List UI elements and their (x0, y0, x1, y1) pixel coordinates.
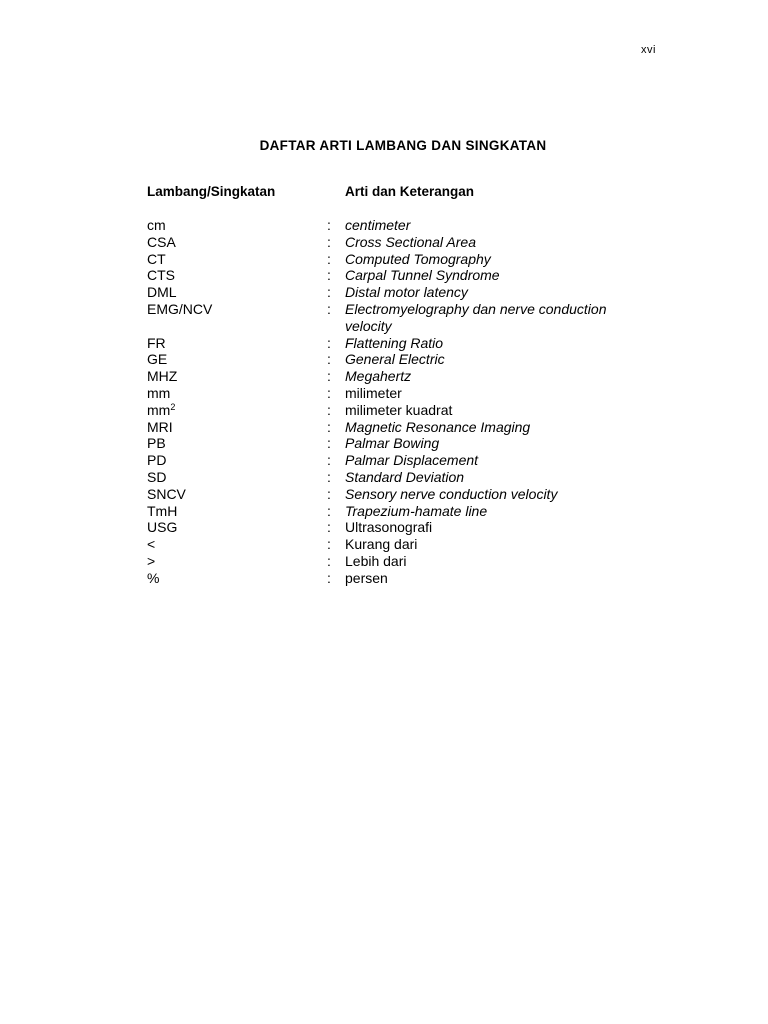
abbreviation-term (147, 402, 175, 419)
abbreviation-meaning: Magnetic Resonance Imaging (345, 418, 531, 435)
abbreviation-term-text: cm (147, 217, 166, 233)
separator-colon: : (327, 334, 331, 351)
abbreviation-term (147, 351, 167, 368)
separator-colon: : (327, 418, 331, 435)
abbreviation-row (147, 335, 667, 352)
abbreviation-meaning: Kurang dari (345, 536, 418, 553)
abbreviation-row (147, 553, 667, 570)
abbreviation-term-text: SNCV (147, 485, 186, 502)
separator-colon: : (327, 502, 331, 519)
abbreviation-term-text: CTS (147, 267, 175, 284)
abbreviation-term (147, 284, 177, 301)
abbreviation-row (147, 284, 667, 301)
abbreviation-term (147, 301, 212, 318)
abbreviation-term (147, 251, 166, 268)
abbreviation-meaning: Cross Sectional Area (345, 233, 476, 250)
abbreviation-meaning: Flattening Ratio (345, 334, 444, 351)
abbreviation-term-text: GE (147, 351, 168, 368)
abbreviation-term-text: mm (147, 401, 171, 418)
separator-colon: : (327, 250, 331, 267)
abbreviation-row (147, 503, 667, 520)
separator-colon: : (327, 536, 331, 553)
abbreviation-term-text: MRI (147, 418, 173, 435)
abbreviation-term (147, 217, 166, 234)
abbreviation-term-text: CT (147, 250, 166, 267)
abbreviation-row (147, 368, 667, 385)
abbreviation-term (147, 570, 159, 587)
separator-colon: : (327, 267, 331, 284)
abbreviation-term-text: EMG/NCV (147, 300, 213, 317)
abbreviation-term-text: > (147, 552, 156, 569)
abbreviation-term-text: SD (147, 468, 167, 485)
abbreviation-meaning: Trapezium-hamate line (345, 502, 488, 519)
abbreviation-term (147, 486, 186, 503)
separator-colon: : (327, 452, 331, 469)
abbreviation-term-text: CSA (147, 233, 176, 250)
abbreviation-row (147, 234, 667, 251)
abbreviation-term (147, 267, 175, 284)
abbreviation-meaning: persen (345, 569, 388, 586)
separator-colon: : (327, 519, 331, 536)
separator-colon: : (327, 552, 331, 569)
abbreviation-column-header: Lambang/Singkatan (147, 184, 276, 199)
abbreviation-term-text: MHZ (147, 368, 178, 385)
abbreviation-row (147, 419, 667, 436)
abbreviation-row (147, 251, 667, 268)
meaning-column-header: Arti dan Keterangan (345, 184, 475, 199)
abbreviation-term (147, 419, 173, 436)
abbreviation-row (147, 301, 667, 335)
separator-colon: : (327, 384, 331, 401)
abbreviation-meaning: Electromyelography dan nerve conduction velocity (345, 300, 607, 334)
abbreviation-term (147, 469, 166, 486)
abbreviation-row (147, 217, 667, 234)
separator-colon: : (327, 485, 331, 502)
abbreviation-term-text: DML (147, 284, 177, 301)
abbreviation-term (147, 368, 177, 385)
abbreviation-list (147, 217, 667, 587)
abbreviation-meaning: milimeter (345, 384, 402, 401)
abbreviation-superscript: 2 (170, 401, 176, 412)
abbreviation-term-text: PB (147, 435, 166, 452)
abbreviation-row (147, 536, 667, 553)
separator-colon: : (327, 468, 331, 485)
abbreviation-term (147, 335, 166, 352)
separator-colon: : (327, 284, 331, 301)
abbreviation-row (147, 570, 667, 587)
separator-colon: : (327, 217, 331, 233)
separator-colon: : (327, 300, 331, 317)
abbreviation-row (147, 452, 667, 469)
abbreviation-row (147, 402, 667, 419)
separator-colon: : (327, 569, 331, 586)
abbreviation-term (147, 234, 176, 251)
abbreviation-meaning: Computed Tomography (345, 250, 491, 267)
abbreviation-term-text: FR (147, 334, 166, 351)
abbreviation-row (147, 435, 667, 452)
abbreviation-term-text: % (147, 569, 160, 586)
page-title: DAFTAR ARTI LAMBANG DAN SINGKATAN (259, 138, 547, 153)
separator-colon: : (327, 401, 331, 418)
page-number: xvi (641, 44, 656, 56)
abbreviation-meaning: General Electric (345, 351, 445, 368)
abbreviation-term-text: USG (147, 519, 178, 536)
abbreviation-term (147, 385, 170, 402)
abbreviation-meaning: Carpal Tunnel Syndrome (345, 267, 500, 284)
abbreviation-row (147, 486, 667, 503)
abbreviation-row (147, 385, 667, 402)
abbreviation-meaning: milimeter kuadrat (345, 401, 453, 418)
separator-colon: : (327, 351, 331, 368)
abbreviation-meaning: Palmar Bowing (345, 435, 440, 452)
separator-colon: : (327, 435, 331, 452)
abbreviation-term (147, 452, 166, 469)
abbreviation-term (147, 553, 155, 570)
separator-colon: : (327, 368, 331, 385)
abbreviation-meaning: Sensory nerve conduction velocity (345, 485, 558, 502)
abbreviation-row (147, 267, 667, 284)
abbreviation-term-text: mm (147, 384, 171, 401)
abbreviation-row (147, 519, 667, 536)
abbreviation-meaning: Megahertz (345, 368, 412, 385)
abbreviation-term-text: PD (147, 452, 167, 469)
abbreviation-meaning: centimeter (345, 217, 411, 233)
abbreviation-row (147, 351, 667, 368)
abbreviation-term (147, 536, 155, 553)
abbreviation-term (147, 435, 166, 452)
abbreviation-meaning: Ultrasonografi (345, 519, 433, 536)
abbreviation-term-text: TmH (147, 502, 178, 519)
abbreviation-meaning: Standard Deviation (345, 468, 465, 485)
abbreviation-term-text: < (147, 536, 156, 553)
abbreviation-meaning: Distal motor latency (345, 284, 468, 301)
abbreviation-term (147, 503, 177, 520)
abbreviation-term (147, 519, 177, 536)
abbreviation-meaning: Lebih dari (345, 552, 407, 569)
abbreviation-row (147, 469, 667, 486)
separator-colon: : (327, 233, 331, 250)
abbreviation-meaning: Palmar Displacement (345, 452, 479, 469)
